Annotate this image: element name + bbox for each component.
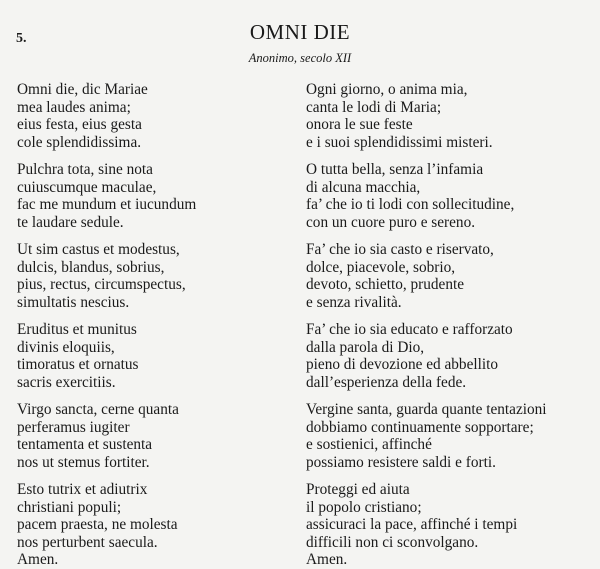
italian-verse-line: canta le lodi di Maria;	[306, 98, 442, 116]
latin-verse-line: perferamus iugiter	[17, 418, 130, 436]
italian-verse-line: pieno di devozione ed abbellito	[306, 356, 499, 373]
latin-verse-line: Eruditus et munitus	[17, 321, 137, 338]
hymn-attribution: Anonimo, secolo XII	[248, 51, 352, 65]
latin-stanza	[17, 321, 307, 391]
latin-verse-line: nos perturbent saecula.	[17, 533, 158, 551]
hymn-title: OMNI DIE	[249, 20, 351, 44]
italian-verse-line: difficili non ci sconvolgano.	[306, 533, 479, 551]
italian-stanza	[306, 241, 596, 311]
latin-verse-line: pacem praesta, ne molesta	[17, 516, 178, 533]
italian-verse-line: Amen.	[306, 551, 348, 568]
stanza-gap	[17, 311, 307, 321]
italian-verse-line: dalla parola di Dio,	[306, 338, 425, 356]
latin-verse-line: divinis eloquiis,	[17, 338, 115, 356]
italian-verse-line: dobbiamo continuamente sopportare;	[306, 418, 534, 436]
latin-verse-line: te laudare sedule.	[17, 213, 124, 231]
latin-verse-line: Omni die, dic Mariae	[17, 81, 148, 98]
latin-verse-line: mea laudes anima;	[17, 98, 131, 116]
italian-verse-line: il popolo cristiano;	[306, 498, 422, 516]
latin-verse-line: fac me mundum et iucundum	[17, 196, 197, 213]
latin-verse-line: nos ut stemus fortiter.	[17, 453, 150, 471]
latin-verse-line: eius festa, eius gesta	[17, 116, 142, 133]
italian-stanza	[306, 81, 596, 151]
latin-verse-line: cuiuscumque maculae,	[17, 178, 157, 196]
italian-verse-line: Proteggi ed aiuta	[306, 481, 410, 498]
italian-verse-line: Ogni giorno, o anima mia,	[306, 81, 468, 98]
stanza-gap	[306, 231, 596, 241]
stanza-gap	[17, 391, 307, 401]
italian-verse-line: Vergine santa, guarda quante tentazioni	[306, 401, 547, 418]
latin-verse-line: cole splendidissima.	[17, 133, 142, 151]
italian-verse-line: e sostienici, affinché	[306, 436, 432, 453]
italian-verse-line: onora le sue feste	[306, 116, 413, 133]
stanza-gap	[306, 311, 596, 321]
latin-verse-line: Ut sim castus et modestus,	[17, 241, 180, 258]
stanza-gap	[17, 151, 307, 161]
stanza-gap	[17, 471, 307, 481]
italian-verse-line: con un cuore puro e sereno.	[306, 213, 476, 231]
italian-verse-line: dolce, piacevole, sobrio,	[306, 258, 456, 276]
latin-verse-line: Virgo sancta, cerne quanta	[17, 401, 179, 418]
italian-verse-line: Fa’ che io sia educato e rafforzato	[306, 321, 513, 338]
italian-verse-line: Fa’ che io sia casto e riservato,	[306, 241, 494, 258]
italian-verse-line: possiamo resistere saldi e forti.	[306, 453, 496, 471]
latin-text-column	[17, 81, 307, 569]
italian-verse-line: O tutta bella, senza l’infamia	[306, 161, 484, 178]
latin-stanza	[17, 161, 307, 231]
italian-translation-column	[306, 81, 596, 569]
latin-verse-line: Amen.	[17, 551, 59, 568]
stanza-gap	[306, 151, 596, 161]
italian-verse-line: di alcuna macchia,	[306, 178, 421, 196]
italian-verse-line: devoto, schietto, prudente	[306, 276, 465, 293]
italian-verse-line: e senza rivalità.	[306, 293, 402, 311]
latin-verse-line: tentamenta et sustenta	[17, 436, 153, 453]
latin-verse-line: sacris exercitiis.	[17, 373, 116, 391]
italian-stanza	[306, 321, 596, 391]
latin-verse-line: Esto tutrix et adiutrix	[17, 481, 148, 498]
latin-verse-line: simultatis nescius.	[17, 293, 130, 311]
italian-stanza	[306, 161, 596, 231]
italian-verse-line: e i suoi splendidissimi misteri.	[306, 133, 493, 151]
italian-verse-line: fa’ che io ti lodi con sollecitudine,	[306, 196, 515, 213]
latin-verse-line: christiani populi;	[17, 498, 122, 516]
italian-verse-line: dall’esperienza della fede.	[306, 373, 467, 391]
stanza-gap	[17, 231, 307, 241]
latin-verse-line: pius, rectus, circumspectus,	[17, 276, 186, 293]
latin-verse-line: dulcis, blandus, sobrius,	[17, 258, 165, 276]
latin-stanza	[17, 81, 307, 151]
stanza-gap	[306, 391, 596, 401]
latin-verse-line: timoratus et ornatus	[17, 356, 139, 373]
stanza-gap	[306, 471, 596, 481]
latin-verse-line: Pulchra tota, sine nota	[17, 161, 153, 178]
latin-stanza	[17, 241, 307, 311]
hymn-number: 5.	[16, 31, 27, 46]
latin-stanza	[17, 401, 307, 471]
italian-verse-line: assicuraci la pace, affinché i tempi	[306, 516, 518, 533]
italian-stanza	[306, 401, 596, 471]
